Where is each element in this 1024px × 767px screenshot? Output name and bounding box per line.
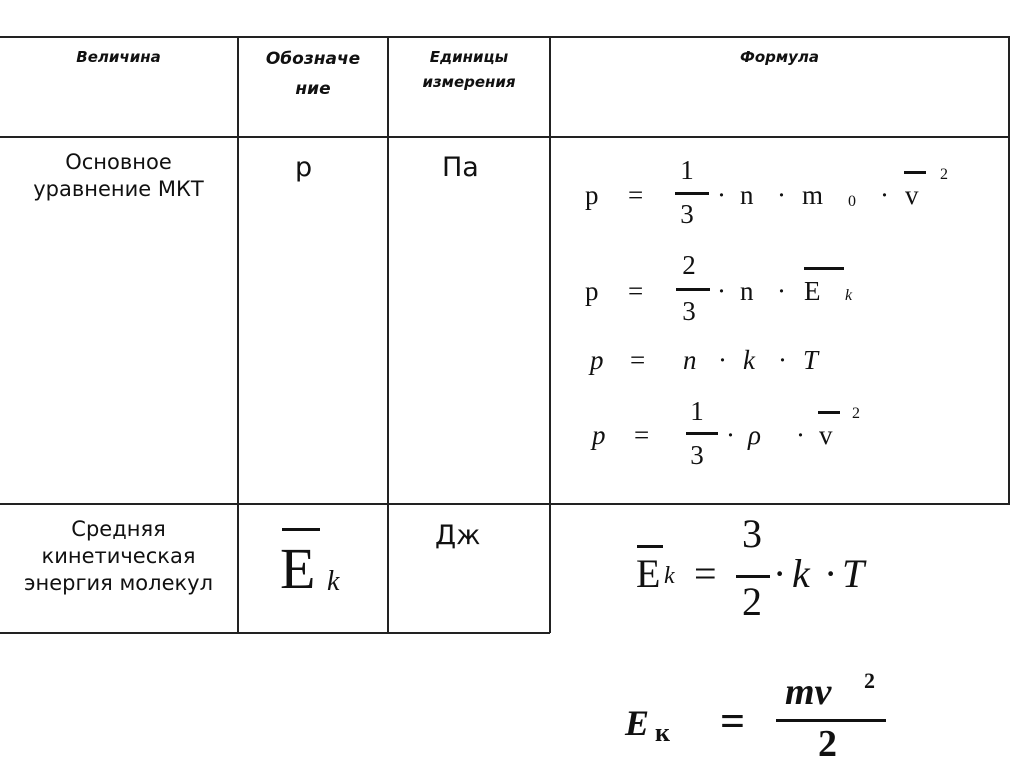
table-col-divider-3 [549, 36, 551, 633]
row1-quantity-name: Основное уравнение МКТ [33, 150, 204, 201]
header-units: Единицы измерения [422, 48, 516, 91]
slide: Величина Обозначе ние Единицы измерения Формула Основное уравнение МКТ p Па p = 1 3 · n · m 0 · v 2 p = 2 3 · n · E k p = n · k · T p = 1 3 · ρ · v 2 Средняя кинетическая энергия молекул E k Дж E k = 3 2 · k · T E к = mv 2 2 [0, 0, 1024, 767]
table-col-divider-1 [237, 36, 239, 633]
row2-unit: Дж [435, 520, 481, 551]
table-border-top [0, 36, 1010, 38]
table-header-divider [0, 136, 1010, 138]
row2-quantity-name: Средняя кинетическая энергия молекул [23, 517, 214, 595]
table-col-divider-2 [387, 36, 389, 633]
table-row-divider [0, 503, 1010, 505]
row1-symbol: p [295, 152, 313, 183]
header-symbol: Обозначе ние [265, 49, 361, 99]
header-formula: Формула [739, 48, 820, 66]
table-border-bottom [0, 632, 550, 634]
row1-unit: Па [442, 152, 479, 183]
table-border-right [1008, 36, 1010, 505]
header-quantity: Величина [76, 48, 161, 66]
